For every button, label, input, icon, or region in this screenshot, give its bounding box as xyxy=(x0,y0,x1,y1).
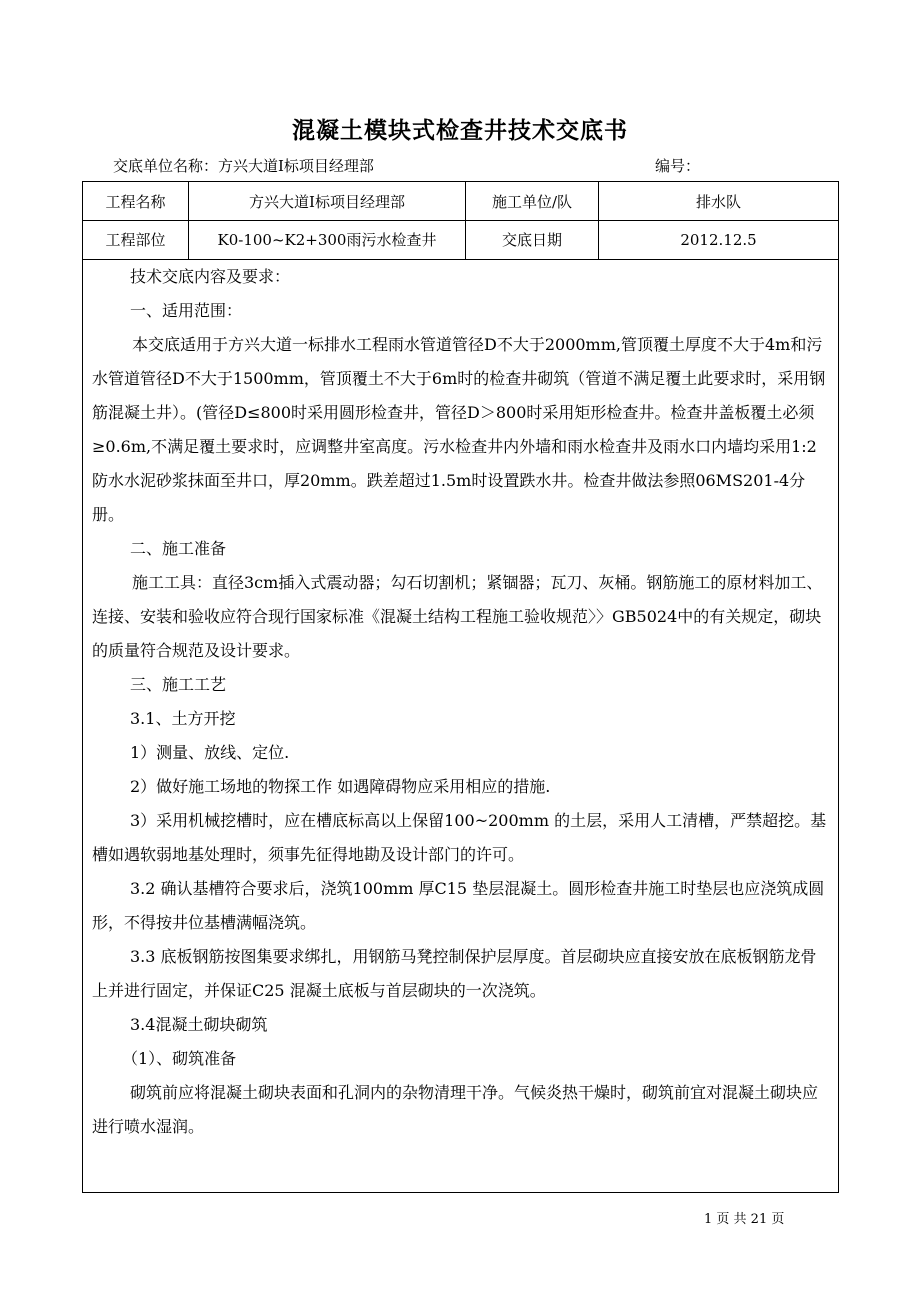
disclosure-date-label: 交底日期 xyxy=(466,220,599,259)
list-item: 2）做好施工场地的物探工作 如遇障碍物应采用相应的措施. xyxy=(130,777,551,796)
section-title: 一、适用范围： xyxy=(130,301,243,320)
list-item: （1）、砌筑准备 xyxy=(122,1049,237,1068)
content-body xyxy=(83,260,838,1144)
subsection-title: 3.1、土方开挖 xyxy=(130,709,236,728)
construction-unit-label: 施工单位/队 xyxy=(466,182,599,220)
project-part-label: 工程部位 xyxy=(83,220,189,259)
document-title: 混凝土模块式检查井技术交底书 xyxy=(292,117,628,144)
list-item: 1）测量、放线、定位. xyxy=(130,743,290,762)
project-name-label: 工程名称 xyxy=(83,182,189,220)
paragraph: 3.3 底板钢筋按图集要求绑扎，用钢筋马凳控制保护层厚度。首层砌块应直接安放在底板钢筋龙骨上并进行固定，并保证C25 混凝土底板与首层砌块的一次浇筑。 xyxy=(92,947,817,1000)
paragraph: 施工工具：直径3cm插入式震动器；勾石切割机；紧锢器；瓦刀、灰桶。钢筋施工的原材料加工、连接、安装和验收应符合现行国家标准《混凝土结构工程施工验收规范〉〉GB5024中的有关规定，砌块的质量符合规范及设计要求。 xyxy=(92,573,823,660)
content-heading: 技术交底内容及要求： xyxy=(130,267,291,286)
section-title: 三、施工工艺 xyxy=(130,675,227,694)
project-part-value: K0-100~K2+300雨污水检查井 xyxy=(189,220,466,259)
paragraph: 3.2 确认基槽符合要求后，浇筑100mm 厚C15 垫层混凝土。圆形检查井施工时垫层也应浇筑成圆形，不得按井位基槽满幅浇筑。 xyxy=(92,879,825,932)
section-title: 二、施工准备 xyxy=(130,539,227,558)
table-row xyxy=(83,182,838,221)
table-row xyxy=(83,220,838,260)
construction-unit-value: 排水队 xyxy=(695,192,741,211)
document-number: 编号： xyxy=(655,157,701,175)
list-item: 3）采用机械挖槽时，应在槽底标高以上保留100~200mm 的土层，采用人工清槽，严禁超挖。基槽如遇软弱地基处理时，须事先征得地勘及设计部门的许可。 xyxy=(92,811,827,864)
issuing-unit: 交底单位名称：方兴大道Ⅰ标项目经理部 xyxy=(113,157,374,175)
paragraph: 砌筑前应将混凝土砌块表面和孔洞内的杂物清理干净。气候炎热干燥时，砌筑前宜对混凝土砌块应进行喷水湿润。 xyxy=(92,1083,819,1136)
subsection-title: 3.4混凝土砌块砌筑 xyxy=(130,1015,268,1034)
paragraph: 本交底适用于方兴大道一标排水工程雨水管道管径D不大于2000mm,管顶覆土厚度不大于4m和污水管道管径D不大于1500mm，管顶覆土不大于6m时的检查井砌筑（管道不满足覆土此要求时，采用钢筋混凝土井）。(管径D≤800时采用圆形检查井，管径D＞800时采用矩形检查井。检查井盖板覆土必须≥0.6m,不满足覆土要求时，应调整井室高度。污水检查井内外墙和雨水检查井及雨水口内墙均采用1:2防水水泥砂浆抹面至井口，厚20mm。跌差超过1.5m时设置跌水井。检查井做法参照06MS201-4分册。 xyxy=(92,335,826,524)
disclosure-date-value: 2012.12.5 xyxy=(680,230,757,249)
page-number: 1 页 共 21 页 xyxy=(704,1212,785,1227)
disclosure-form xyxy=(82,181,839,1193)
project-name-value: 方兴大道Ⅰ标项目经理部 xyxy=(189,182,466,220)
